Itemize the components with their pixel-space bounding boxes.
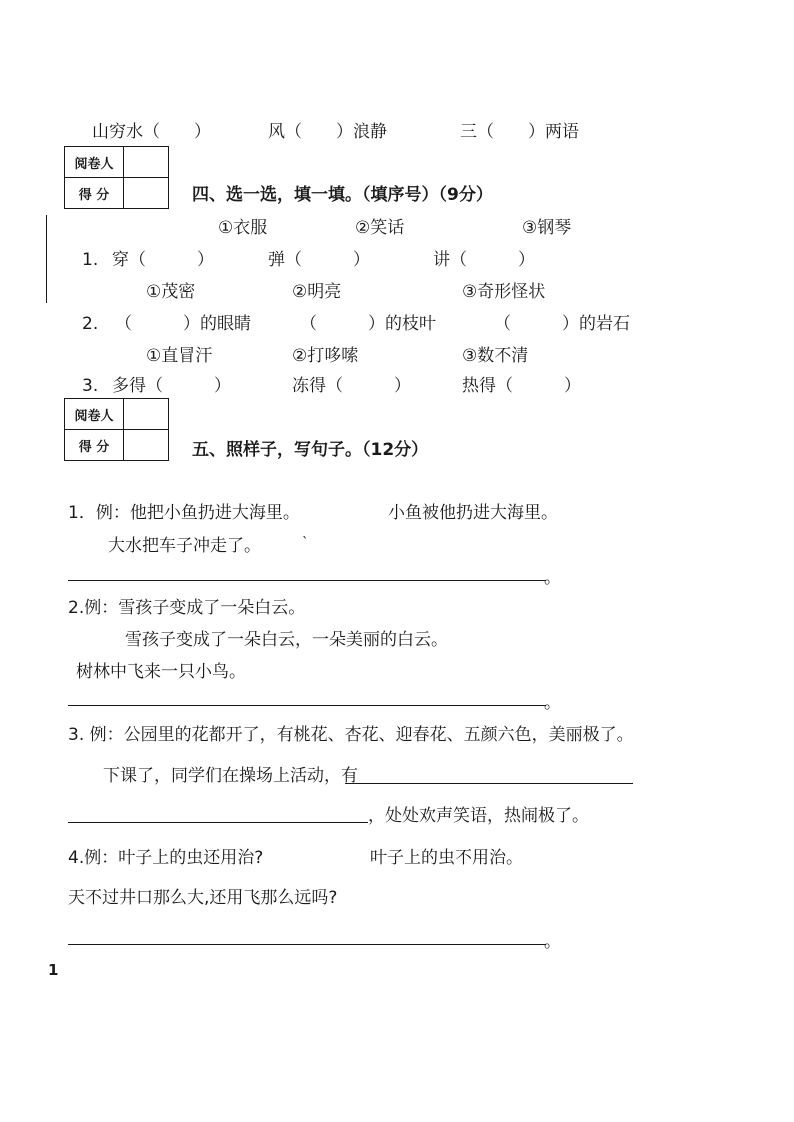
section5-title: 五、照样子，写句子。（12分） (192, 440, 429, 460)
ex3-answer-line-2 (68, 822, 368, 823)
ex4-answer-line (68, 944, 546, 945)
score-cell (124, 178, 169, 209)
score-box-section5 (64, 398, 169, 461)
reviewer-label: 阅卷人 (65, 147, 124, 178)
score-label: 得 分 (65, 430, 124, 461)
q1-item-3: 讲（ ） (433, 250, 535, 270)
q3-option-2: ②打哆嗦 (292, 346, 359, 366)
ex2-end-mark: 。 (544, 693, 561, 713)
q3-item-2: 冻得（ ） (292, 376, 411, 396)
ex4-answer: 叶子上的虫不用治。 (370, 848, 523, 868)
q1-option-2: ②笑话 (355, 218, 405, 238)
reviewer-label: 阅卷人 (65, 399, 124, 430)
score-cell (124, 430, 169, 461)
reviewer-cell (124, 147, 169, 178)
q3-number: 3. (82, 376, 99, 396)
score-label: 得 分 (65, 178, 124, 209)
q2-item-1: （ ）的眼睛 (115, 314, 251, 334)
ex2-prompt: 树林中飞来一只小鸟。 (76, 662, 246, 682)
ex3-example: 3. 例：公园里的花都开了，有桃花、杏花、迎春花、五颜六色，美丽极了。 (68, 725, 634, 745)
q2-number: 2. (82, 314, 99, 334)
idiom-item-1: 山穷水（ ） (92, 122, 211, 142)
ex3-answer-line-1 (345, 783, 633, 784)
q2-option-3: ③奇形怪状 (462, 282, 546, 302)
ex2-answer-line (68, 705, 546, 706)
page-number: 1 (48, 961, 59, 979)
section4-title: 四、选一选，填一填。（填序号）（9分） (192, 185, 493, 205)
ex3-prompt: 下课了，同学们在操场上活动，有 (103, 766, 358, 786)
ex4-prompt: 天不过井口那么大,还用飞那么远吗? (68, 888, 338, 908)
q1-option-3: ③钢琴 (522, 218, 572, 238)
ex3-tail: ，处处欢声笑语，热闹极了。 (368, 806, 589, 826)
reviewer-cell (124, 399, 169, 430)
idiom-item-3: 三（ ）两语 (460, 122, 579, 142)
q3-option-1: ①直冒汗 (146, 346, 213, 366)
ex1-answer: 小鱼被他扔进大海里。 (388, 503, 558, 523)
q2-item-2: （ ）的枝叶 (300, 314, 436, 334)
q3-option-3: ③数不清 (462, 346, 529, 366)
ex1-prompt: 大水把车子冲走了。 (108, 536, 261, 556)
q1-option-1: ①衣服 (218, 218, 268, 238)
ex4-example: 4.例：叶子上的虫还用治? (68, 848, 264, 868)
ex1-answer-line (68, 580, 546, 581)
ex1-dot-mark: ˋ (302, 536, 309, 551)
score-box-section4 (64, 146, 169, 209)
q2-option-2: ②明亮 (292, 282, 342, 302)
binding-margin-line (46, 215, 47, 303)
q1-number: 1. (82, 250, 99, 270)
q3-item-1: 多得（ ） (112, 376, 231, 396)
ex1-example: 1．例：他把小鱼扔进大海里。 (68, 503, 300, 523)
q3-item-3: 热得（ ） (462, 376, 581, 396)
ex2-answer: 雪孩子变成了一朵白云，一朵美丽的白云。 (125, 630, 448, 650)
ex2-example: 2.例：雪孩子变成了一朵白云。 (68, 598, 306, 618)
ex1-end-mark: 。 (544, 568, 561, 588)
q2-option-1: ①茂密 (146, 282, 196, 302)
ex4-end-mark: 。 (544, 932, 561, 952)
q2-item-3: （ ）的岩石 (494, 314, 630, 334)
idiom-item-2: 风（ ）浪静 (268, 122, 387, 142)
q1-item-2: 弹（ ） (268, 250, 370, 270)
q1-item-1: 穿（ ） (112, 250, 214, 270)
